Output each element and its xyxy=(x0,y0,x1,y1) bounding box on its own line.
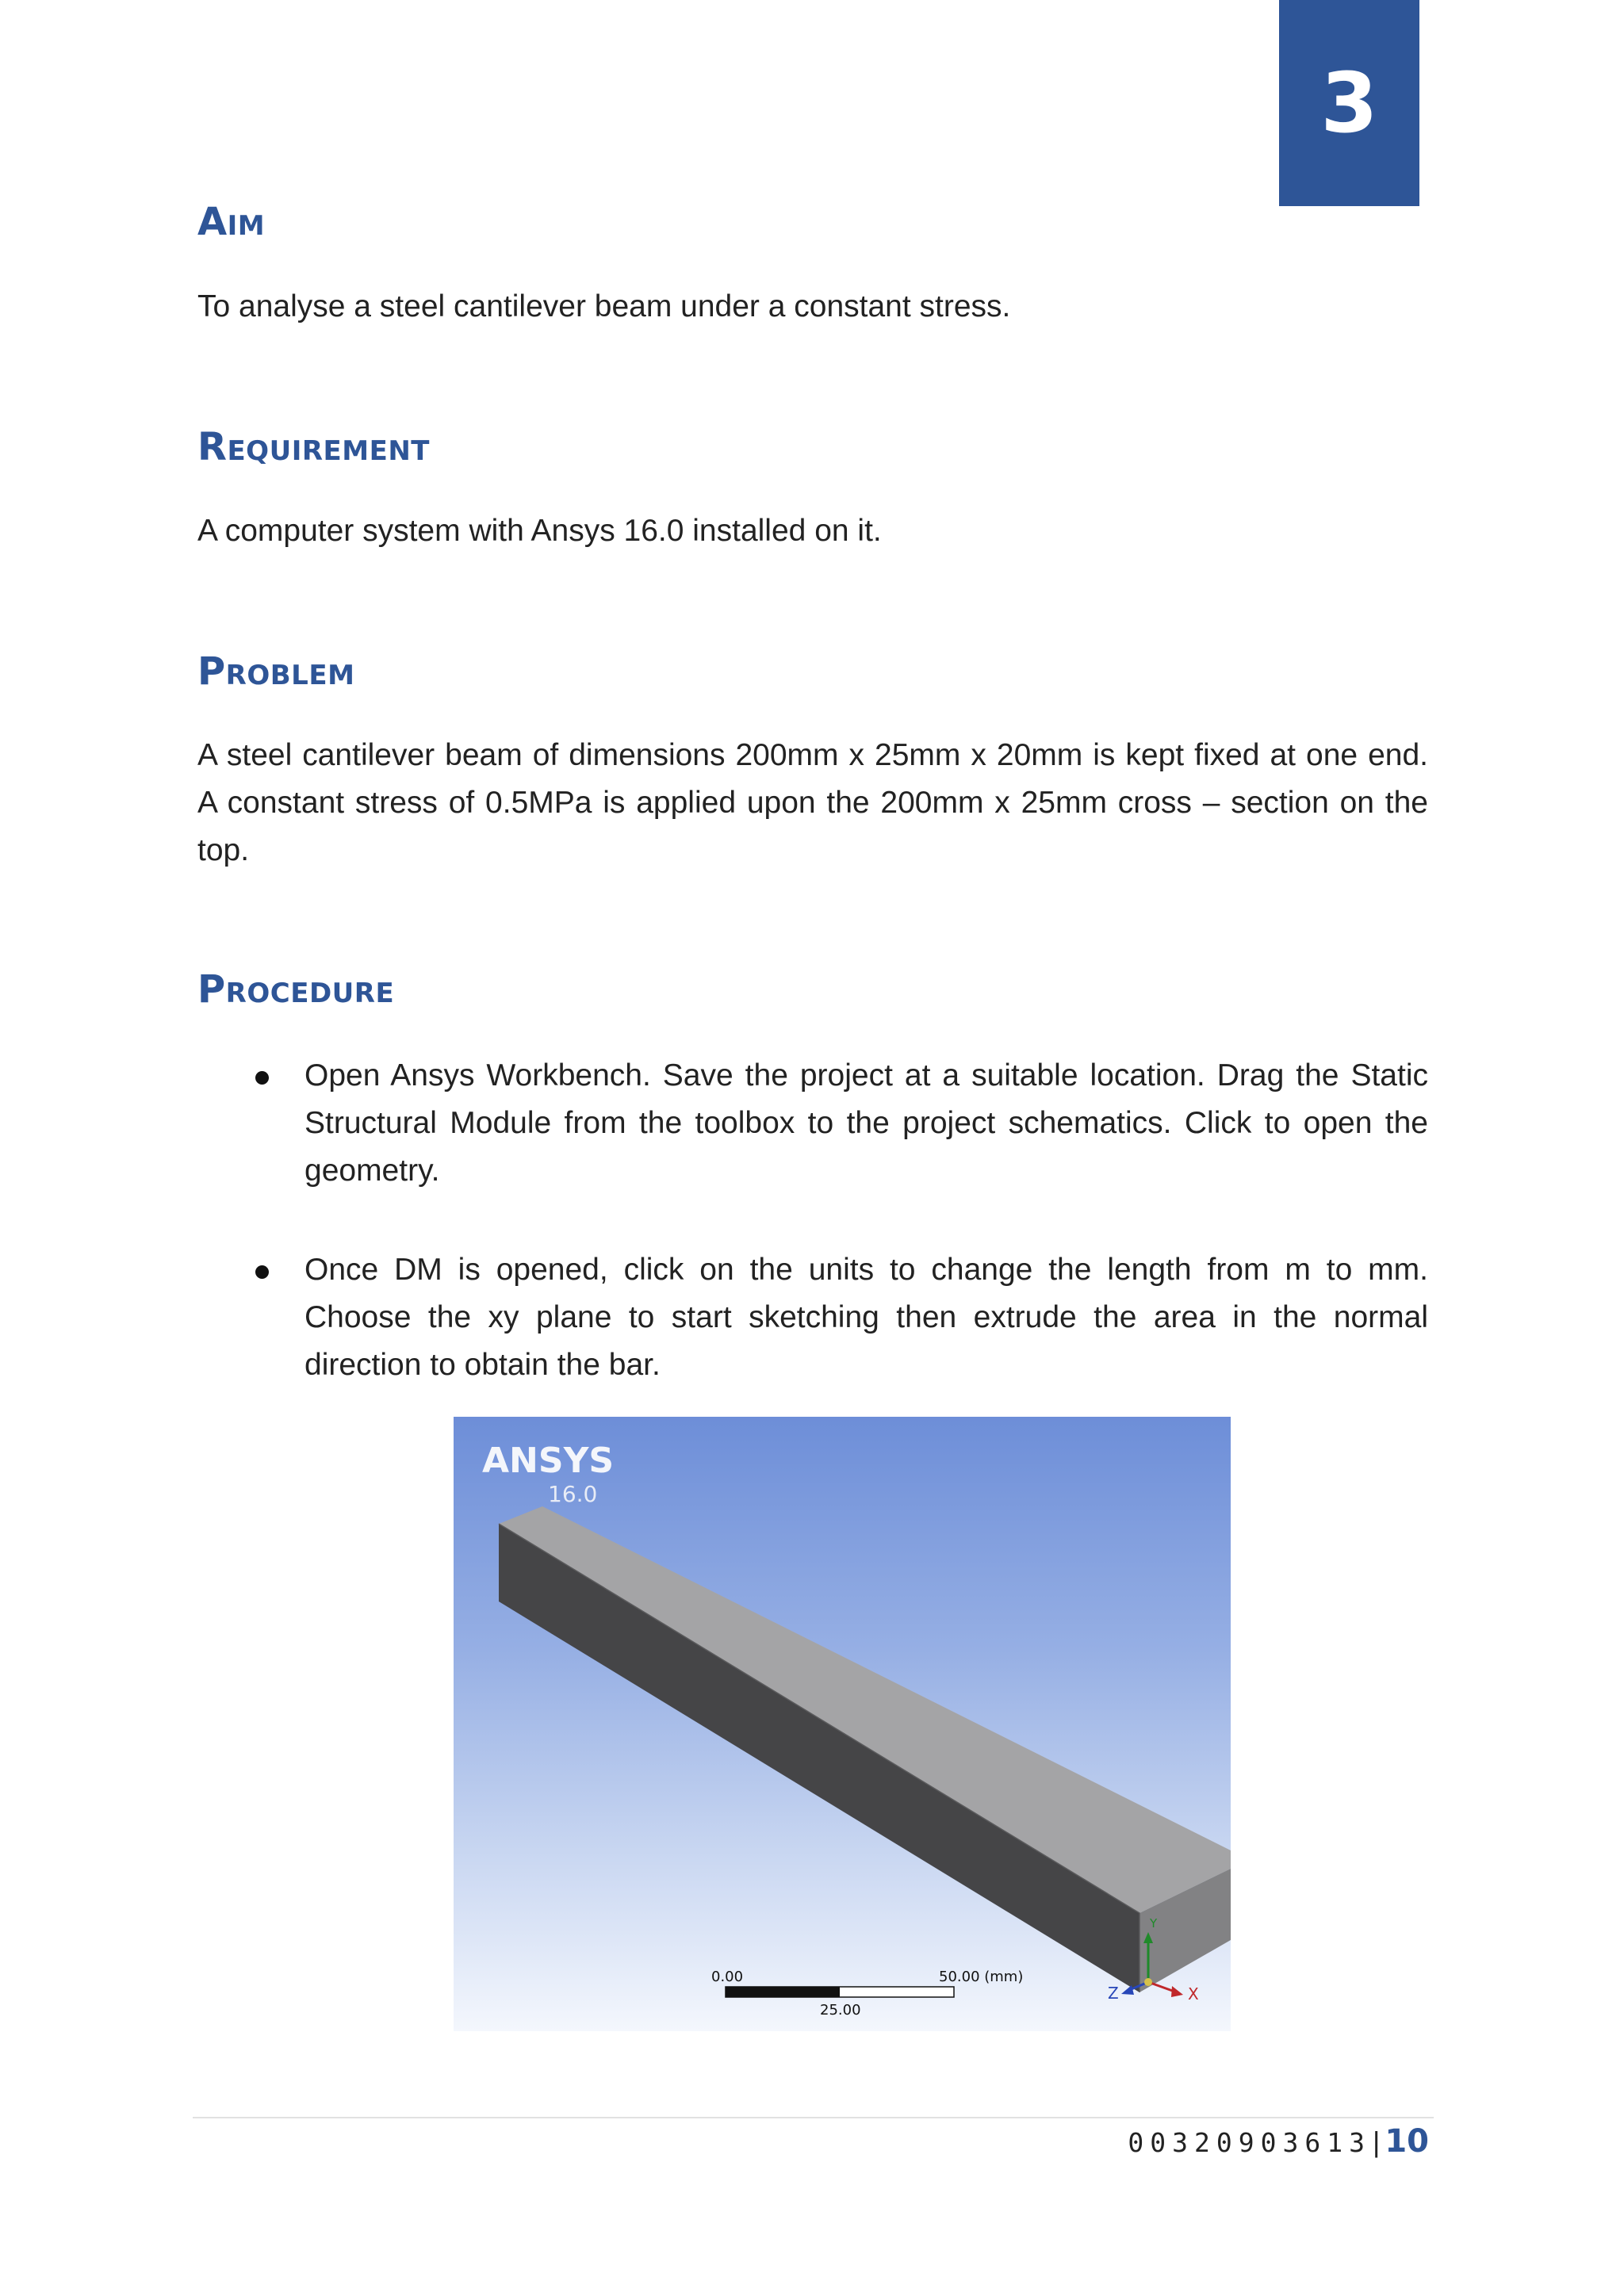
bullet-dot xyxy=(255,1265,269,1279)
footer-separator: | xyxy=(1372,2126,1381,2158)
ansys-viewport xyxy=(454,1417,1231,2031)
beam-top-face xyxy=(499,1506,1231,1913)
ansys-geometry-figure xyxy=(454,1417,1231,2031)
problem-text: A steel cantilever beam of dimensions 200mm x 25mm x 20mm is kept fixed at one end. A constant stress of 0.5MPa is applied upon the 200mm x 25mm cross – section on the top. xyxy=(197,738,1428,867)
requirement-text: A computer system with Ansys 16.0 installed on it. xyxy=(197,514,882,548)
problem-heading: Problem xyxy=(197,649,355,694)
procedure-bullet xyxy=(197,1246,1428,1389)
axis-x-label: X xyxy=(1188,1984,1199,2003)
axis-y-label: Y xyxy=(1150,1916,1158,1931)
aim-heading: Aim xyxy=(197,200,266,244)
procedure-bullet xyxy=(197,1052,1428,1195)
footer-id: 00320903613 xyxy=(1128,2127,1371,2158)
aim-text: To analyse a steel cantilever beam under a constant stress. xyxy=(197,289,1011,323)
procedure-bullet-text: Once DM is opened, click on the units to change the length from m to mm. Choose the xy plane to start sketching then extrude the area in the normal direction to obtain the bar. xyxy=(304,1253,1428,1382)
scale-mid-label: 25.00 xyxy=(820,2002,861,2019)
footer-divider xyxy=(193,2117,1434,2118)
scale-bar xyxy=(711,1969,1023,2019)
procedure-bullet-text: Open Ansys Workbench. Save the project at a suitable location. Drag the Static Structural Module from the toolbox to the project schematics. Click to open the geometry. xyxy=(304,1058,1428,1188)
bullet-dot xyxy=(255,1071,269,1085)
chapter-number-tab xyxy=(1279,0,1419,206)
procedure-heading: Procedure xyxy=(197,967,395,1012)
axis-z-label: Z xyxy=(1108,1984,1119,2003)
scale-start-label: 0.00 xyxy=(711,1969,744,1985)
ansys-version: 16.0 xyxy=(548,1481,598,1507)
ansys-logo: ANSYS xyxy=(482,1441,615,1481)
page-number: 10 xyxy=(1385,2123,1429,2160)
chapter-number: 3 xyxy=(1320,55,1378,151)
scale-end-label: 50.00 (mm) xyxy=(939,1969,1024,1985)
page-footer xyxy=(1128,2123,1429,2160)
requirement-heading: Requirement xyxy=(197,425,430,469)
